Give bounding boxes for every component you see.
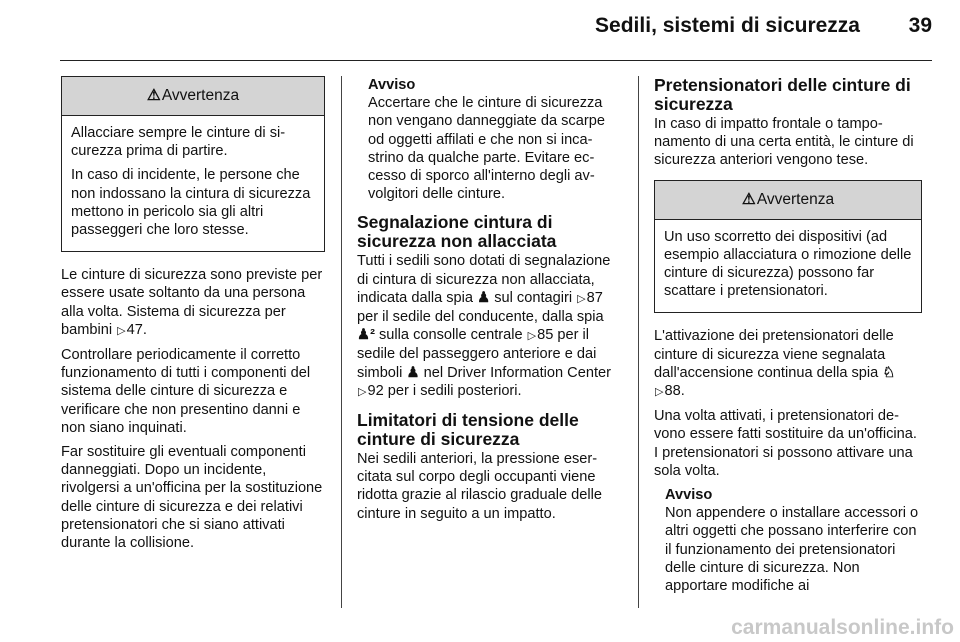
warning-paragraph: Allacciare sempre le cinture di sicurezza prima di partire. xyxy=(71,125,286,160)
body-paragraph: In caso di impatto frontale o tamponamento di una certa entità, le cinture di sicurezza anteriori vengono tese. xyxy=(654,116,914,169)
body-paragraph: Una volta attivati, i pretensionatori devono essere fatti sostituire da un'officina. I pretensionatori si possono attivare una sola volta. xyxy=(654,408,917,479)
page-reference[interactable]: 88 xyxy=(664,383,681,400)
page-ref-icon: ▷ xyxy=(655,386,664,399)
body-paragraph: Nei sedili anteriori, la pressione esercitata sul corpo degli occupanti viene ridotta grazie al rilascio graduale delle cinture in seguito a un impatto. xyxy=(357,451,602,522)
note-title: Avviso xyxy=(665,487,713,504)
warning-paragraph: In caso di incidente, le persone che non indossano la cintura di sicurezza mettono in pericolo sia gli altri passeggeri che loro stesse. xyxy=(71,167,311,239)
column-3 xyxy=(654,76,922,604)
body-paragraph: Controllare periodicamente il corretto funzionamento di tutti i componenti del sistema delle cinture di sicurezza e verificare che non presentino danni e non siano inquinati. xyxy=(61,347,311,436)
warning-header xyxy=(655,181,921,220)
header-divider xyxy=(60,60,932,61)
warning-triangle-icon: ⚠ xyxy=(741,190,756,208)
warning-body xyxy=(62,116,324,251)
rear-seatbelt-icon: ♟ xyxy=(406,364,420,381)
note-text: Accertare che le cinture di sicurezza non vengano danneggiate da scarpe od oggetti affilati e che non si incastrino da qualche parte. Evitare eccesso di sporco all'interno degli avvolgitori delle cinture. xyxy=(368,95,605,203)
warning-header xyxy=(62,77,324,116)
body-paragraph: Far sostituire gli eventuali componenti danneggiati. Dopo un incidente, rivolgersi a un'officina per la sostituzione delle cinture di sicurezza e dei relativi pretensionatori che si siano attivati durante la collisione. xyxy=(61,444,323,552)
note-title: Avviso xyxy=(368,77,416,93)
body-paragraph: Le cinture di sicurezza sono previste per essere usate soltanto da una persona alla volta. Sistema di sicurezza per bambini ▷47. xyxy=(61,266,325,340)
section-heading: Limitatori di tensione delle cinture di sicurezza xyxy=(357,410,579,450)
section-heading: Pretensionatori delle cinture di sicurezza xyxy=(654,75,911,114)
warning-title: Avvertenza xyxy=(756,190,835,208)
column-divider-2 xyxy=(638,76,639,608)
page-reference[interactable]: 92 xyxy=(367,382,384,399)
page-ref-icon: ▷ xyxy=(527,330,537,343)
page-reference[interactable]: 85 xyxy=(537,327,554,344)
note-text: Non appendere o installare accessori o altri oggetti che possano interferire con il funzionamento dei pretensionatori delle cinture di sicurezza. Non apportare modifiche ai xyxy=(665,505,919,595)
warning-title: Avvertenza xyxy=(161,87,240,104)
warning-triangle-icon: ⚠ xyxy=(146,87,161,104)
note-block xyxy=(654,486,922,595)
airbag-pretensioner-icon: ♘ xyxy=(882,364,896,381)
passenger-seatbelt-icon: ♟² xyxy=(357,327,375,344)
warning-body xyxy=(655,220,921,313)
page-ref-icon: ▷ xyxy=(117,324,126,337)
column-divider-1 xyxy=(341,76,342,608)
body-paragraph: L'attivazione dei pretensionatori delle cinture di sicurezza viene segnalata dall'accensione continua della spia ♘ ▷88. xyxy=(654,327,922,401)
seatbelt-warning-icon: ♟ xyxy=(477,289,491,306)
warning-paragraph: Un uso scorretto dei dispositivi (ad esempio allacciatura o rimozione delle cinture di sicurezza) possono far scattare i pretensionatori. xyxy=(664,228,912,300)
page-header-title: Sedili, sistemi di sicurezza xyxy=(595,14,860,37)
body-paragraph: Tutti i sedili sono dotati di segnalazione di cintura di sicurezza non allacciata, indicata dalla spia ♟ sul contagiri ▷87 per il sedile del conducente, dalla spia ♟² sulla consolle centrale ▷85 per il sedile del passeggero anteriore e dai simboli ♟ nel Driver Information Center ▷92 per i sedili posteriori. xyxy=(357,252,623,401)
watermark-footer: carmanualsonline.info xyxy=(731,616,954,639)
column-2 xyxy=(357,76,623,529)
section-heading: Segnalazione cintura di sicurezza non allacciata xyxy=(357,212,557,252)
warning-box xyxy=(654,180,922,314)
page-reference[interactable]: 47 xyxy=(126,321,143,338)
page-ref-icon: ▷ xyxy=(358,385,367,398)
note-block xyxy=(357,76,623,203)
warning-box xyxy=(61,76,325,252)
page-reference[interactable]: 87 xyxy=(586,289,603,306)
column-1 xyxy=(61,76,325,558)
page-ref-icon: ▷ xyxy=(577,292,586,305)
page-number: 39 xyxy=(908,14,932,37)
